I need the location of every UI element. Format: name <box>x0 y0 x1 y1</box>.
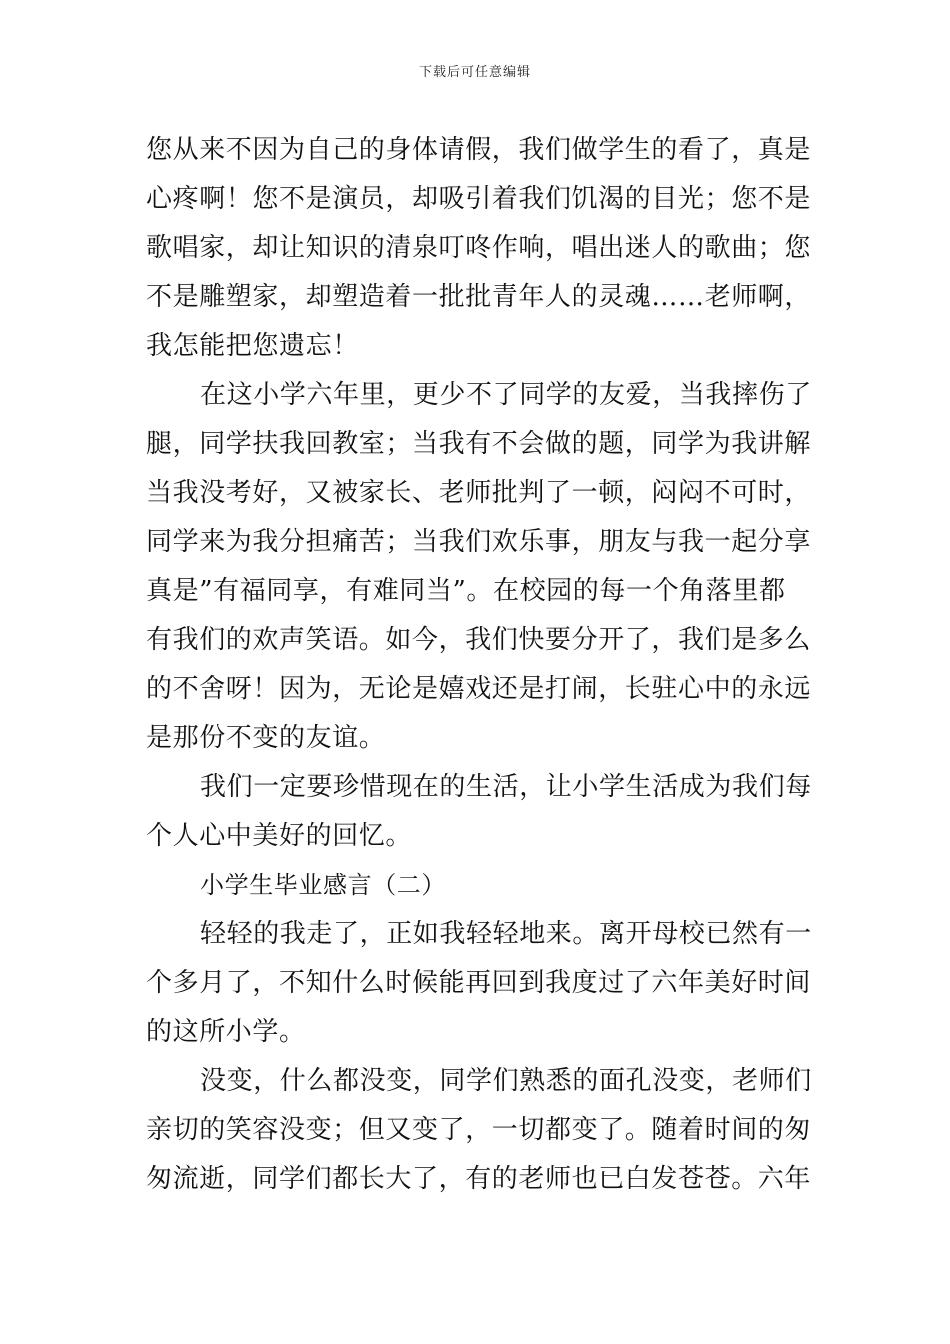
paragraph-start-line: 轻轻的我走了，正如我轻轻地来。离开母校已然有一 <box>200 919 812 949</box>
text-line: 不是雕塑家，却塑造着一批批青年人的灵魂……老师啊， <box>146 282 812 312</box>
text-line: 个人心中美好的回忆。 <box>146 821 413 851</box>
essay-body <box>146 126 812 1204</box>
text-line: 当我没考好，又被家长、老师批判了一顿，闷闷不可时， <box>146 478 812 508</box>
paragraph-start-line: 没变，什么都没变，同学们熟悉的面孔没变，老师们 <box>200 1066 812 1096</box>
text-line: 的这所小学。 <box>146 1017 306 1047</box>
text-line: 有我们的欢声笑语。如今，我们快要分开了，我们是多么 <box>146 625 812 655</box>
text-line: 您从来不因为自己的身体请假，我们做学生的看了，真是 <box>146 135 812 165</box>
text-line: 个多月了，不知什么时候能再回到我度过了六年美好时间 <box>146 968 812 998</box>
paragraph-start-line: 在这小学六年里，更少不了同学的友爱，当我摔伤了 <box>200 380 812 410</box>
text-line: 真是”有福同享，有难同当”。在校园的每一个角落里都 <box>146 576 786 606</box>
section-heading: 小学生毕业感言（二） <box>200 871 446 899</box>
text-line: 的不舍呀！因为，无论是嬉戏还是打闹，长驻心中的永远 <box>146 674 812 704</box>
text-line: 腿，同学扶我回教室；当我有不会做的题，同学为我讲解 <box>146 429 812 459</box>
text-line: 歌唱家，却让知识的清泉叮咚作响，唱出迷人的歌曲；您 <box>146 233 812 263</box>
text-line: 是那份不变的友谊。 <box>146 723 386 753</box>
header-note: 下载后可任意编辑 <box>418 65 531 80</box>
paragraph-start-line: 我们一定要珍惜现在的生活，让小学生活成为我们每 <box>200 772 812 802</box>
text-line: 亲切的笑容没变；但又变了，一切都变了。随着时间的匆 <box>146 1115 812 1145</box>
text-line: 我怎能把您遗忘！ <box>146 331 359 361</box>
text-line: 同学来为我分担痛苦；当我们欢乐事，朋友与我一起分享 <box>146 527 812 557</box>
text-line: 匆流逝，同学们都长大了，有的老师也已白发苍苍。六年 <box>146 1164 812 1194</box>
text-line: 心疼啊！您不是演员，却吸引着我们饥渴的目光；您不是 <box>146 184 812 214</box>
